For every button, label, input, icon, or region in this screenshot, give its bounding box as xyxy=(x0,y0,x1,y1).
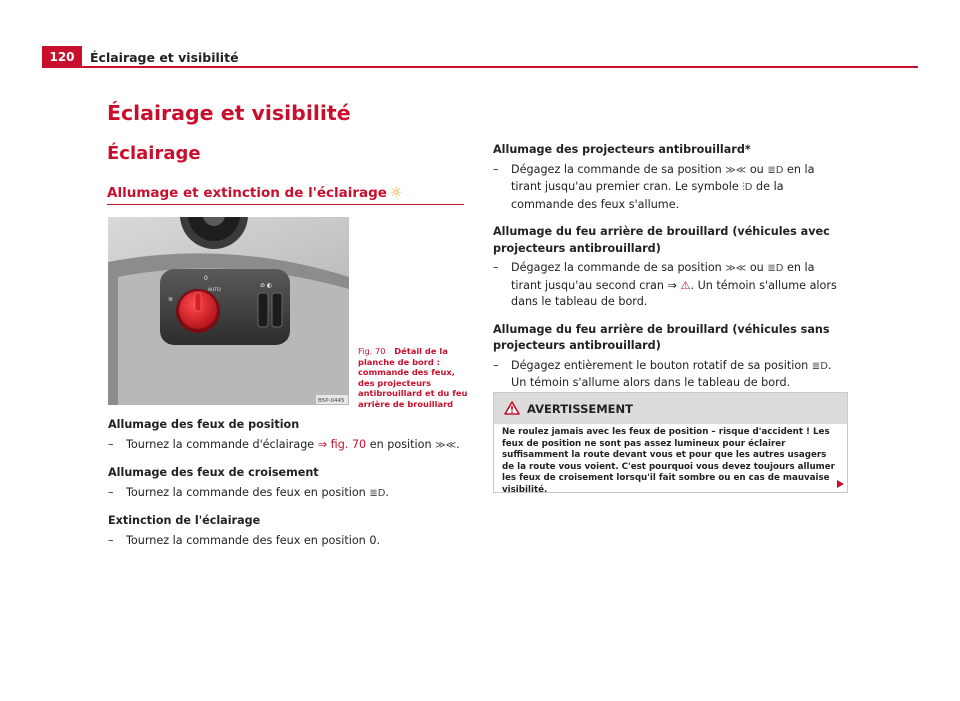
page-number: 120 xyxy=(42,46,82,68)
instruction-step: – Dégagez la commande de sa position ≫≪ ou ≣D en la tirant jusqu'au premier cran. Le symbole ⫶D de la commande des feux s'allume. xyxy=(493,162,815,211)
instruction-step: – Dégagez la commande de sa position ≫≪ ou ≣D en la tirant jusqu'au second cran ⇒ ⚠. Un témoin s'allume alors dans le tableau de bord. xyxy=(493,261,837,308)
sun-icon: ☼ xyxy=(389,185,403,201)
figure-caption: Fig. 70 Détail de la planche de bord : commande des feux, des projecteurs antibrouillard et du feu arrière de brouillard xyxy=(358,346,468,409)
figure-code: B5P-0445 xyxy=(318,398,345,404)
dipped-beam-icon: ≣D xyxy=(811,360,828,372)
section-heading: Allumage des feux de position xyxy=(108,418,300,431)
fog-light-icon: ⫶D xyxy=(742,182,753,193)
dimmer-symbol: ⊘ ◐ xyxy=(260,282,273,289)
warning-text: Ne roulez jamais avec les feux de position – risque d'accident ! Les feux de position ne sont pas assez lumineux pour éclairer suffisamment la route devant vous et pour que les autres usagers de la route vous voient. C'est pourquoi vous devez toujours allumer les feux de croisement lorsqu'il fait sombre ou en cas de mauvaise visibilité. xyxy=(502,427,835,495)
warning-box xyxy=(493,392,848,493)
dipped-beam-icon: ≣D xyxy=(369,487,386,499)
running-title: Éclairage et visibilité xyxy=(90,50,239,65)
thumbwheel-left xyxy=(258,293,268,327)
section-heading: Extinction de l'éclairage xyxy=(108,514,261,527)
section-title: Éclairage xyxy=(107,143,201,164)
warning-header xyxy=(494,393,847,424)
dashboard-illustration xyxy=(108,217,349,405)
section-heading: Allumage du feu arrière de brouillard (véhicules sans projecteurs antibrouillard) xyxy=(493,322,830,352)
figure-light-switch xyxy=(108,217,349,405)
subsection-title: Allumage et extinction de l'éclairage ☼ xyxy=(107,185,403,201)
thumbwheel-right xyxy=(272,293,282,327)
position-lights-icon: ≫≪ xyxy=(435,439,457,451)
subsection-rule xyxy=(107,204,464,205)
dipped-beam-icon: ≣D xyxy=(767,164,784,176)
warning-reference-icon[interactable]: ⚠ xyxy=(680,278,691,292)
instruction-step: – Tournez la commande des feux en position ≣D. xyxy=(108,485,389,499)
instruction-step: – Dégagez entièrement le bouton rotatif de sa position ≣D. Un témoin s'allume alors dans le tableau de bord. xyxy=(493,358,832,389)
warning-triangle-icon xyxy=(504,401,520,415)
section-heading: Allumage des feux de croisement xyxy=(108,466,319,479)
header-rule xyxy=(42,66,918,68)
warning-title: AVERTISSEMENT xyxy=(527,402,634,416)
position-lights-icon: ≫≪ xyxy=(725,164,747,176)
section-heading: Allumage du feu arrière de brouillard (véhicules avec projecteurs antibrouillard) xyxy=(493,225,830,255)
dipped-beam-icon: ≣D xyxy=(767,263,784,274)
instruction-step: – Tournez la commande des feux en position 0. xyxy=(108,533,380,547)
instruction-step: – Tournez la commande d'éclairage ⇒ fig. 70 en position ≫≪. xyxy=(108,437,460,451)
section-heading: Allumage des projecteurs antibrouillard* xyxy=(493,143,751,156)
chapter-title: Éclairage et visibilité xyxy=(107,101,351,125)
switch-label-off: 0 xyxy=(204,275,208,282)
right-column xyxy=(493,142,848,403)
fog-symbol: ≋ xyxy=(168,296,174,303)
continue-arrow-icon xyxy=(837,480,844,488)
figure-reference-link[interactable]: ⇒ fig. 70 xyxy=(317,437,367,451)
left-column xyxy=(108,417,468,560)
switch-label-auto: AUTO xyxy=(208,288,221,293)
position-lights-icon: ≫≪ xyxy=(725,263,747,274)
